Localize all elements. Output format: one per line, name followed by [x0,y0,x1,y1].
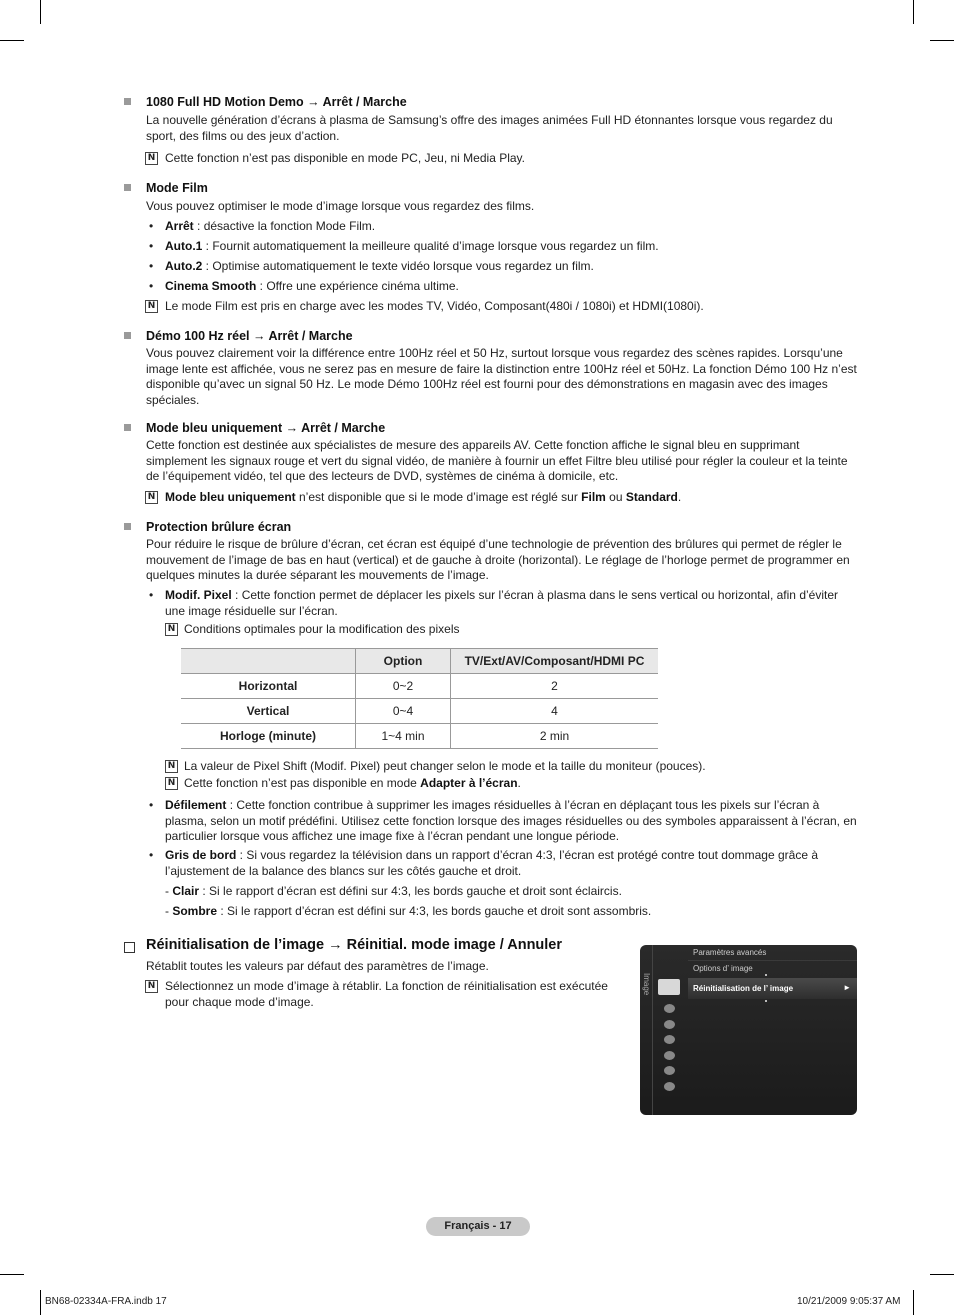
bullet-icon: • [149,279,154,293]
list-item: Gris de bord : Si vous regardez la télévision dans un rapport d’écran 4:3, l’écran est protégé contre tout dommage grâce à l’ajustement de la balance des blancs sur les côtés gauche et droit. [165,848,819,878]
note-text: Mode bleu uniquement n’est disponible que si le mode d’image est réglé sur Film ou Standard. [165,490,682,504]
table-cell: Vertical [181,699,356,724]
crop-mark [0,1274,24,1275]
table-row [181,674,658,699]
section-marker [124,424,131,431]
page-number-badge: Français - 17 [426,1217,530,1236]
bullet-icon: • [149,259,154,273]
table-cell: 4 [451,699,659,724]
section-body: La nouvelle génération d’écrans à plasma de Samsung’s offre des images animées Full HD étonnantes lorsque vous regardez du sport, des films ou des jeux d’action. [146,113,833,143]
input-icon [664,1051,675,1060]
note-icon: N [165,623,178,636]
crop-mark [0,40,24,41]
divider [652,945,653,1115]
section-body: Cette fonction est destinée aux spécialistes de mesure des appareils AV. Cette fonction affiche le signal bleu en supprimant simplement les signaux rouge et vert du signal vidéo, de manière à fournir un effet Filtre bleu utilisé pour régler la couleur et la teinte de l’équipement vidéo, tel que des lecteurs de DVD, systèmes de cinéma à domicile, etc. [146,438,848,484]
sound-icon [664,1004,675,1013]
section-title-mode-bleu: Mode bleu uniquement → Arrêt / Marche [146,421,386,435]
list-item: Arrêt : désactive la fonction Mode Film. [165,219,376,233]
section-title-mode-film: Mode Film [146,181,208,195]
crop-mark [40,1290,41,1315]
bullet-icon: • [149,798,154,812]
section-body: Vous pouvez clairement voir la différence entre 100Hz réel et 50 Hz, surtout lorsque vous regardez des scènes rapides. Lorsqu’une image lente est affichée, vous ne serez pas en mesure de faire la distinction entre 100Hz réel et 50Hz. La fonction Démo 100 Hz n’est disponible qu’avec un signal 50 Hz. Le mode Démo 100Hz réel est fourni pour des démonstrations en magasin avec des images spéciales. [146,346,857,407]
menu-item-selected[interactable] [688,978,857,999]
section-marker [124,98,131,105]
section-title-protection: Protection brûlure écran [146,520,292,534]
bullet-icon: • [149,239,154,253]
menu-item[interactable]: Paramètres avancés [693,948,767,957]
note-icon: N [145,980,158,993]
section-body: Pour réduire le risque de brûlure d’écran, cet écran est équipé d’une technologie de prévention des brûlures qui permet de régler le mouvement de l’image de bas en haut (vertical) et de gauche à droite (horizontal). Le réglage de l’horloge permet de programmer en quelques minutes la durée séparant les mouvements de l’image. [146,537,850,583]
table-cell: Horizontal [181,674,356,699]
table-header [181,649,356,674]
divider [688,960,857,961]
crop-mark [40,0,41,24]
table-cell: 2 min [451,724,659,749]
list-item: Auto.1 : Fournit automatiquement la meilleure qualité d’image lorsque vous regardez un film. [165,239,659,253]
crop-mark [930,1274,954,1275]
section-body: Rétablit toutes les valeurs par défaut des paramètres de l’image. [146,959,489,973]
table-row [181,699,658,724]
note-text: Cette fonction n’est pas disponible en mode PC, Jeu, ni Media Play. [165,151,525,165]
sub-item: - Sombre : Si le rapport d’écran est défini sur 4:3, les bords gauche et droit sont assombris. [165,904,652,918]
sub-item: - Clair : Si le rapport d’écran est défini sur 4:3, les bords gauche et droit sont éclaircis. [165,884,622,898]
bullet-icon: • [149,219,154,233]
section-title-motion-demo: 1080 Full HD Motion Demo → Arrêt / Marche [146,95,407,109]
arrow-right-icon: ► [843,983,851,992]
section-body: Vous pouvez optimiser le mode d’image lorsque vous regardez des films. [146,199,535,213]
menu-item[interactable]: Options d’ image [693,964,753,973]
support-icon [664,1082,675,1091]
picture-icon [658,979,680,995]
list-item: Cinema Smooth : Offre une expérience cinéma ultime. [165,279,459,293]
note-text: Sélectionnez un mode d’image à rétablir. La fonction de réinitialisation est exécutée pour chaque mode d’image. [165,979,608,1009]
pixel-shift-table [181,648,658,749]
table-cell: Horloge (minute) [181,724,356,749]
table-cell: 0~2 [356,674,451,699]
note-text: Conditions optimales pour la modification des pixels [184,622,460,636]
table-cell: 1~4 min [356,724,451,749]
section-title-reinitialisation: Réinitialisation de l’image → Réinitial. mode image / Annuler [146,937,563,953]
table-header: TV/Ext/AV/Composant/HDMI PC [451,649,659,674]
table-header-row [181,649,658,674]
note-icon: N [165,760,178,773]
note-icon: N [145,300,158,313]
section-marker [124,332,131,339]
note-text: La valeur de Pixel Shift (Modif. Pixel) peut changer selon le mode et la taille du moniteur (pouces). [184,759,706,773]
note-icon: N [145,491,158,504]
scroll-dot [765,1000,767,1002]
table-cell: 2 [451,674,659,699]
bullet-icon: • [149,848,154,862]
section-title-demo-100hz: Démo 100 Hz réel → Arrêt / Marche [146,329,353,343]
scroll-dot [765,974,767,976]
channel-icon [664,1020,675,1029]
bullet-icon: • [149,588,154,602]
menu-side-label: Image [642,973,651,996]
list-item: Défilement : Cette fonction contribue à supprimer les images résiduelles à l’écran en déplaçant tous les pixels sur l’écran à plasma, selon un motif prédéfini. Utilisez cette fonction lorsque des images résiduelles ou des symboles apparaissent à l’écran, en particulier lorsque vous affichez une image fixe à l’écran pendant une longue période. [165,798,857,844]
note-icon: N [165,777,178,790]
note-text: Cette fonction n’est pas disponible en mode Adapter à l’écran. [184,776,521,790]
list-item: Modif. Pixel : Cette fonction permet de déplacer les pixels sur l’écran à plasma dans le sens vertical ou horizontal, afin d’éviter une image résiduelle sur l’écran. [165,588,838,618]
tv-menu-screenshot [640,945,857,1115]
settings-icon [664,1035,675,1044]
crop-mark [913,0,914,24]
section-marker [124,184,131,191]
application-icon [664,1066,675,1075]
table-cell: 0~4 [356,699,451,724]
note-icon: N [145,152,158,165]
table-header: Option [356,649,451,674]
imprint-timestamp: 10/21/2009 9:05:37 AM [797,1296,901,1307]
imprint-file: BN68-02334A-FRA.indb 17 [45,1296,167,1307]
note-text: Le mode Film est pris en charge avec les modes TV, Vidéo, Composant(480i / 1080i) et HDMI(1080i). [165,299,704,313]
crop-mark [930,40,954,41]
crop-mark [913,1290,914,1315]
list-item: Auto.2 : Optimise automatiquement le texte vidéo lorsque vous regardez un film. [165,259,594,273]
checkbox-marker-icon [124,942,135,953]
menu-item-label: Réinitialisation de l’ image [693,984,794,993]
table-row [181,724,658,749]
section-marker [124,523,131,530]
